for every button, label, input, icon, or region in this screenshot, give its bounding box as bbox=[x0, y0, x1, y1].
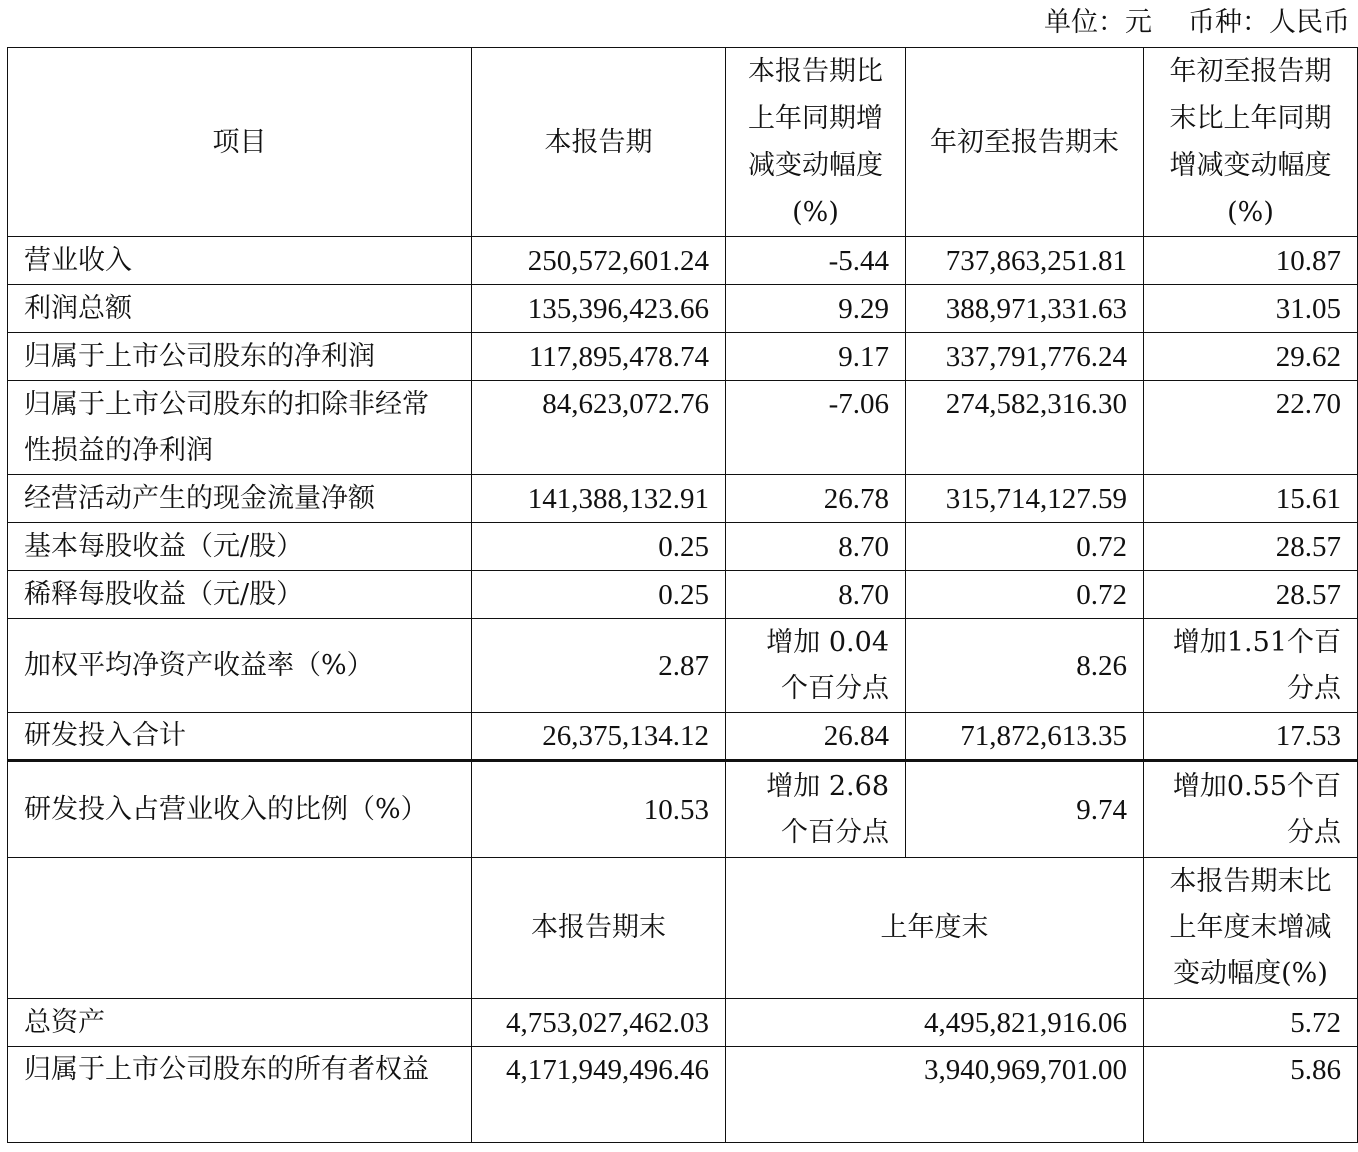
row-item: 经营活动产生的现金流量净额 bbox=[8, 475, 472, 523]
row-current: 84,623,072.76 bbox=[472, 381, 726, 475]
table-row bbox=[8, 381, 1358, 475]
balance-period-end: 4,171,949,496.46 bbox=[472, 1047, 726, 1143]
table-row bbox=[8, 285, 1358, 333]
row-current: 141,388,132.91 bbox=[472, 475, 726, 523]
row-yoy: 增加 0.04 个百分点 bbox=[726, 619, 906, 713]
row-current: 117,895,478.74 bbox=[472, 333, 726, 381]
table-row bbox=[8, 237, 1358, 285]
row-item: 归属于上市公司股东的净利润 bbox=[8, 333, 472, 381]
row-yoy: 26.78 bbox=[726, 475, 906, 523]
row-ytd-yoy: 29.62 bbox=[1144, 333, 1358, 381]
header-current-period: 本报告期 bbox=[472, 48, 726, 237]
table-row bbox=[8, 619, 1358, 713]
row-item: 研发投入合计 bbox=[8, 713, 472, 761]
header-ytd: 年初至报告期末 bbox=[906, 48, 1144, 237]
balance-prior-year-end: 4,495,821,916.06 bbox=[726, 999, 1144, 1047]
row-item: 利润总额 bbox=[8, 285, 472, 333]
row-item: 归属于上市公司股东的扣除非经常性损益的净利润 bbox=[8, 381, 472, 475]
balance-header-period-end: 本报告期末 bbox=[472, 858, 726, 999]
balance-header-change: 本报告期末比上年度末增减变动幅度(%) bbox=[1144, 858, 1358, 999]
row-ytd-yoy: 28.57 bbox=[1144, 571, 1358, 619]
row-ytd: 337,791,776.24 bbox=[906, 333, 1144, 381]
row-item: 稀释每股收益（元/股） bbox=[8, 571, 472, 619]
row-yoy: -5.44 bbox=[726, 237, 906, 285]
balance-header-item bbox=[8, 858, 472, 999]
row-ytd: 315,714,127.59 bbox=[906, 475, 1144, 523]
header-ytd-yoy-change: 年初至报告期末比上年同期增减变动幅度(%) bbox=[1144, 48, 1358, 237]
header-yoy-change: 本报告期比上年同期增减变动幅度(%) bbox=[726, 48, 906, 237]
row-ytd: 71,872,613.35 bbox=[906, 713, 1144, 761]
financial-data-table bbox=[7, 47, 1358, 1143]
row-ytd: 388,971,331.63 bbox=[906, 285, 1144, 333]
row-item: 研发投入占营业收入的比例（%） bbox=[8, 761, 472, 858]
row-yoy: 8.70 bbox=[726, 523, 906, 571]
row-item: 基本每股收益（元/股） bbox=[8, 523, 472, 571]
row-current: 0.25 bbox=[472, 523, 726, 571]
row-ytd-yoy: 15.61 bbox=[1144, 475, 1358, 523]
header-item: 项目 bbox=[8, 48, 472, 237]
row-ytd: 8.26 bbox=[906, 619, 1144, 713]
balance-header-prior-year-end: 上年度末 bbox=[726, 858, 1144, 999]
table-row bbox=[8, 571, 1358, 619]
row-yoy: 增加 2.68 个百分点 bbox=[726, 761, 906, 858]
row-yoy: -7.06 bbox=[726, 381, 906, 475]
table-row bbox=[8, 761, 1358, 858]
row-item: 加权平均净资产收益率（%） bbox=[8, 619, 472, 713]
balance-header-row bbox=[8, 858, 1358, 999]
unit-currency-line bbox=[0, 0, 1350, 46]
balance-row bbox=[8, 1047, 1358, 1143]
unit-label: 单位：元 bbox=[1044, 7, 1152, 38]
table-row bbox=[8, 333, 1358, 381]
row-ytd: 737,863,251.81 bbox=[906, 237, 1144, 285]
row-ytd-yoy: 10.87 bbox=[1144, 237, 1358, 285]
row-ytd-yoy: 增加1.51个百分点 bbox=[1144, 619, 1358, 713]
currency-label: 币种：人民币 bbox=[1188, 7, 1350, 38]
table-row bbox=[8, 523, 1358, 571]
balance-period-end: 4,753,027,462.03 bbox=[472, 999, 726, 1047]
table-header-row bbox=[8, 48, 1358, 237]
row-current: 135,396,423.66 bbox=[472, 285, 726, 333]
row-current: 26,375,134.12 bbox=[472, 713, 726, 761]
balance-row bbox=[8, 999, 1358, 1047]
row-ytd-yoy: 增加0.55个百分点 bbox=[1144, 761, 1358, 858]
row-yoy: 9.29 bbox=[726, 285, 906, 333]
balance-item: 总资产 bbox=[8, 999, 472, 1047]
balance-change: 5.86 bbox=[1144, 1047, 1358, 1143]
row-ytd: 274,582,316.30 bbox=[906, 381, 1144, 475]
table-row bbox=[8, 713, 1358, 761]
row-ytd-yoy: 31.05 bbox=[1144, 285, 1358, 333]
balance-item: 归属于上市公司股东的所有者权益 bbox=[8, 1047, 472, 1143]
row-ytd: 0.72 bbox=[906, 571, 1144, 619]
balance-prior-year-end: 3,940,969,701.00 bbox=[726, 1047, 1144, 1143]
row-yoy: 9.17 bbox=[726, 333, 906, 381]
row-ytd-yoy: 22.70 bbox=[1144, 381, 1358, 475]
row-yoy: 26.84 bbox=[726, 713, 906, 761]
row-ytd-yoy: 17.53 bbox=[1144, 713, 1358, 761]
row-ytd: 0.72 bbox=[906, 523, 1144, 571]
row-current: 250,572,601.24 bbox=[472, 237, 726, 285]
row-current: 10.53 bbox=[472, 761, 726, 858]
row-yoy: 8.70 bbox=[726, 571, 906, 619]
row-current: 2.87 bbox=[472, 619, 726, 713]
row-ytd-yoy: 28.57 bbox=[1144, 523, 1358, 571]
table-row bbox=[8, 475, 1358, 523]
row-item: 营业收入 bbox=[8, 237, 472, 285]
balance-change: 5.72 bbox=[1144, 999, 1358, 1047]
row-current: 0.25 bbox=[472, 571, 726, 619]
row-ytd: 9.74 bbox=[906, 761, 1144, 858]
